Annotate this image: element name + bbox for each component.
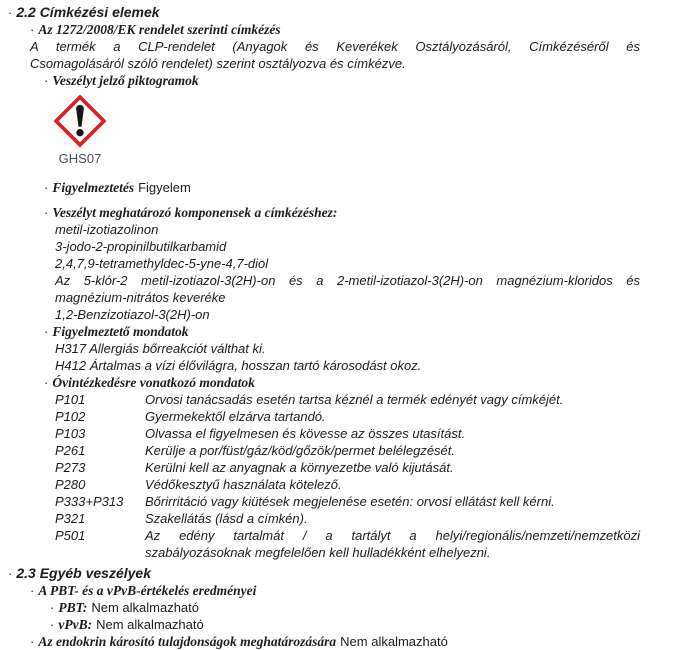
bullet: · bbox=[30, 634, 35, 649]
p-code: P280 bbox=[55, 477, 86, 492]
endocrine-label: Az endokrin károsító tulajdonságok meghatározására bbox=[38, 634, 337, 649]
pictograms-heading bbox=[0, 72, 679, 89]
pbt-label: PBT: bbox=[58, 600, 88, 615]
p-text: Olvassa el figyelmesen és kövesse az összes utasítást. bbox=[145, 426, 466, 441]
ghs07-pictogram bbox=[52, 95, 112, 167]
p-statement-row bbox=[0, 527, 679, 561]
vpvb-label: vPvB: bbox=[58, 617, 93, 632]
component-item: 3-jodo-2-propinilbutilkarbamid bbox=[55, 239, 227, 254]
p-text bbox=[145, 527, 679, 561]
hazard-statements-heading bbox=[0, 323, 679, 340]
bullet: · bbox=[50, 600, 55, 615]
components-heading bbox=[0, 204, 679, 221]
pbt-result-row bbox=[0, 599, 679, 616]
labelling-regulation-heading bbox=[0, 21, 679, 38]
components-label: Veszélyt meghatározó komponensek a címkézéshez: bbox=[52, 205, 338, 220]
p-text: Kerülje a por/füst/gáz/köd/gőzök/permet belélegzését. bbox=[145, 443, 456, 458]
section-title: 2.2 Címkézési elemek bbox=[16, 4, 160, 20]
p-statement-row bbox=[0, 425, 679, 442]
bullet: · bbox=[50, 617, 55, 632]
p-statement-row bbox=[0, 459, 679, 476]
p-statement-row bbox=[0, 442, 679, 459]
bullet: · bbox=[8, 566, 13, 581]
p-statement-row bbox=[0, 510, 679, 527]
component-item: 2,4,7,9-tetramethyldec-5-yne-4,7-diol bbox=[55, 256, 269, 271]
p-code: P261 bbox=[55, 443, 86, 458]
pbt-vpvb-heading bbox=[0, 582, 679, 599]
precautionary-heading bbox=[0, 374, 679, 391]
pbt-vpvb-label: A PBT- és a vPvB-értékelés eredményei bbox=[38, 583, 257, 598]
signal-word-value: Figyelem bbox=[138, 180, 191, 195]
bullet: · bbox=[8, 5, 13, 20]
signal-word-row bbox=[0, 179, 679, 196]
component-item: 1,2-Benzizotiazol-3(2H)-on bbox=[55, 307, 210, 322]
hazard-statements-label: Figyelmeztető mondatok bbox=[52, 324, 189, 339]
section-2-3-heading bbox=[0, 565, 679, 582]
p-text: Szakellátás (lásd a címkén). bbox=[145, 511, 308, 526]
bullet: · bbox=[44, 205, 49, 220]
p-code: P333+P313 bbox=[55, 494, 124, 509]
component-item: metil-izotiazolinon bbox=[55, 222, 159, 237]
p-statement-row bbox=[0, 391, 679, 408]
bullet: · bbox=[44, 375, 49, 390]
p-statement-row bbox=[0, 493, 679, 510]
pictograms-label: Veszélyt jelző piktogramok bbox=[52, 73, 199, 88]
p-code: P103 bbox=[55, 426, 86, 441]
component-item: Az 5-klór-2 metil-izotiazol-3(2H)-on és a 2-metil-izotiazol-3(2H)-on magnézium-kloridos és bbox=[55, 273, 640, 288]
endocrine-row bbox=[0, 633, 679, 650]
labelling-regulation-label: Az 1272/2008/EK rendelet szerinti címkézés bbox=[38, 22, 281, 37]
vpvb-value: Nem alkalmazható bbox=[96, 617, 204, 632]
p-code: P102 bbox=[55, 409, 86, 424]
labelling-paragraph-line: Csomagolásáról szóló rendelet) szerint osztályozva és címkézve. bbox=[30, 56, 406, 71]
ghs07-exclamation-icon bbox=[54, 95, 106, 147]
hazard-statement-item: H317 Allergiás bőrreakciót válthat ki. bbox=[55, 341, 266, 356]
p-code: P273 bbox=[55, 460, 86, 475]
endocrine-value: Nem alkalmazható bbox=[340, 634, 448, 649]
p-text: Gyermekektől elzárva tartandó. bbox=[145, 409, 326, 424]
p-text-line: Az edény tartalmát / a tartályt a helyi/regionális/nemzeti/nemzetközi bbox=[145, 528, 640, 543]
p-text: Bőrirritáció vagy kiütések megjelenése esetén: orvosi ellátást kell kérni. bbox=[145, 494, 555, 509]
pbt-value: Nem alkalmazható bbox=[91, 600, 199, 615]
bullet: · bbox=[44, 324, 49, 339]
p-text: Védőkesztyű használata kötelező. bbox=[145, 477, 342, 492]
section-title: 2.3 Egyéb veszélyek bbox=[16, 565, 151, 581]
vpvb-result-row bbox=[0, 616, 679, 633]
ghs-code-caption: GHS07 bbox=[58, 151, 102, 166]
p-text-line: szabályozásoknak megfelelően kell hulladékként elhelyezni. bbox=[145, 545, 491, 560]
component-item: magnézium-nitrátos keveréke bbox=[55, 290, 226, 305]
p-text: Orvosi tanácsadás esetén tartsa kéznél a termék edényét vagy címkéjét. bbox=[145, 392, 564, 407]
precautionary-label: Óvintézkedésre vonatkozó mondatok bbox=[52, 375, 255, 390]
section-2-2-heading bbox=[0, 4, 679, 21]
signal-word-label: Figyelmeztetés bbox=[52, 180, 135, 195]
p-statement-row bbox=[0, 476, 679, 493]
bullet: · bbox=[44, 73, 49, 88]
labelling-paragraph-line: A termék a CLP-rendelet (Anyagok és Keverékek Osztályozásáról, Címkézéséről és bbox=[30, 39, 640, 54]
bullet: · bbox=[30, 22, 35, 37]
p-code: P321 bbox=[55, 511, 86, 526]
p-statement-row bbox=[0, 408, 679, 425]
bullet: · bbox=[30, 583, 35, 598]
p-text: Kerülni kell az anyagnak a környezetbe való kijutását. bbox=[145, 460, 454, 475]
p-code: P101 bbox=[55, 392, 86, 407]
p-code: P501 bbox=[55, 528, 86, 543]
bullet: · bbox=[44, 180, 49, 195]
hazard-statement-item: H412 Ártalmas a vízi élővilágra, hosszan tartó károsodást okoz. bbox=[55, 358, 422, 373]
